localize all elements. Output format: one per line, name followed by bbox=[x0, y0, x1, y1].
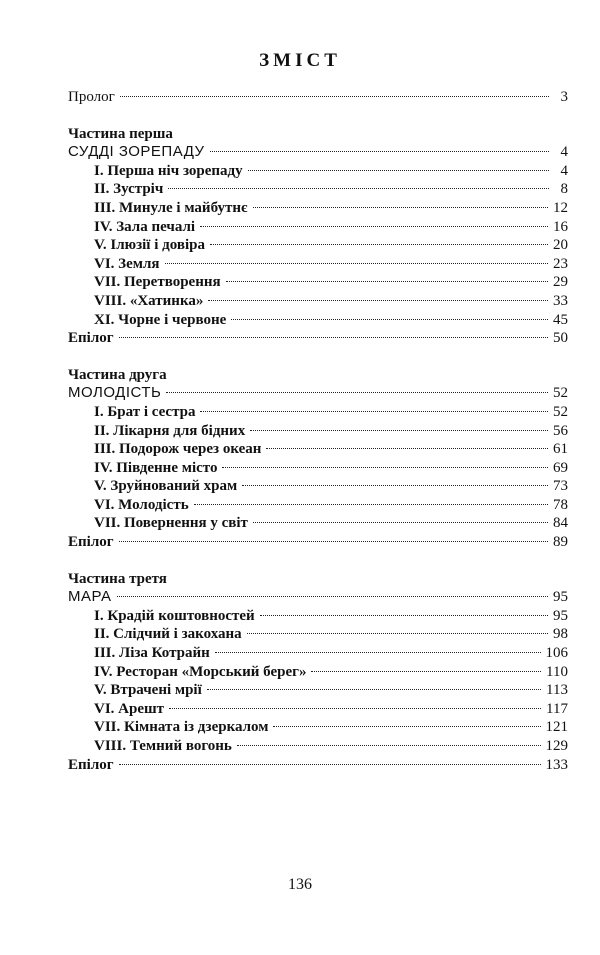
entry-label: МОЛОДІСТЬ bbox=[68, 384, 162, 402]
entry-page: 8 bbox=[560, 181, 568, 198]
part-heading: Частина перша bbox=[68, 125, 173, 142]
entry-label: І. Крадій коштовностей bbox=[94, 607, 255, 624]
dot-leader bbox=[119, 541, 548, 542]
entry-label: Епілог bbox=[68, 330, 114, 347]
dot-leader bbox=[165, 263, 549, 264]
entry-label: XI. Чорне і червоне bbox=[94, 311, 227, 328]
dot-leader bbox=[215, 652, 541, 653]
page-number: 136 bbox=[288, 876, 312, 893]
chapter-entry bbox=[68, 273, 568, 292]
entry-label: VIII. Темний вогонь bbox=[94, 738, 232, 754]
entry-label: ІІ. Слідчий і закохана bbox=[94, 626, 242, 643]
entry-page: 117 bbox=[546, 700, 568, 717]
chapter-entry bbox=[68, 292, 568, 311]
chapter-entry bbox=[68, 737, 568, 756]
entry-page: 52 bbox=[553, 403, 568, 420]
entry-page: 110 bbox=[546, 663, 568, 680]
chapter-entry bbox=[68, 459, 568, 478]
dot-leader bbox=[119, 764, 541, 765]
dot-leader bbox=[242, 485, 548, 486]
dot-leader bbox=[207, 689, 541, 690]
entry-page: 95 bbox=[553, 607, 568, 624]
entry-page: 69 bbox=[553, 459, 568, 476]
entry-page: 16 bbox=[553, 218, 568, 235]
entry-page: 84 bbox=[553, 515, 568, 532]
dot-leader bbox=[117, 596, 548, 597]
entry-label: ІІІ. Подорож через океан bbox=[94, 441, 262, 458]
entry-page: 12 bbox=[553, 199, 568, 216]
entry-page: 133 bbox=[545, 756, 568, 773]
toc-entry-prologue bbox=[68, 88, 568, 107]
chapter-entry bbox=[68, 607, 568, 626]
entry-label: VII. Перетворення bbox=[94, 274, 221, 291]
chapter-entry bbox=[68, 403, 568, 422]
chapter-entry bbox=[68, 162, 568, 181]
chapter-entry bbox=[68, 311, 568, 330]
entry-label: ІІ. Лікарня для бідних bbox=[94, 422, 246, 439]
entry-page: 78 bbox=[553, 496, 568, 513]
chapter-entry bbox=[68, 644, 568, 663]
dot-leader bbox=[169, 708, 541, 709]
chapter-entry bbox=[68, 180, 568, 199]
chapter-entry bbox=[68, 718, 568, 737]
entry-page: 95 bbox=[553, 589, 568, 606]
entry-label: VI. Земля bbox=[94, 255, 160, 272]
chapter-entry bbox=[68, 681, 568, 700]
chapter-entry bbox=[68, 625, 568, 644]
chapter-entry bbox=[68, 440, 568, 459]
entry-label: Епілог bbox=[68, 756, 114, 773]
entry-page: 23 bbox=[553, 255, 568, 272]
dot-leader bbox=[210, 151, 549, 152]
entry-page: 98 bbox=[553, 626, 568, 643]
entry-page: 121 bbox=[545, 719, 568, 736]
entry-label: VII. Кімната із дзеркалом bbox=[94, 719, 269, 736]
entry-label: ІІ. Зустріч bbox=[94, 181, 164, 198]
entry-label: VIII. «Хатинка» bbox=[94, 292, 204, 309]
chapter-entry bbox=[68, 255, 568, 274]
parts-list bbox=[68, 125, 568, 775]
entry-label: IV. Південне місто bbox=[94, 459, 218, 476]
entry-label: І. Брат і сестра bbox=[94, 403, 196, 420]
entry-page: 56 bbox=[553, 422, 568, 439]
dot-leader bbox=[120, 96, 549, 97]
entry-page: 113 bbox=[546, 682, 568, 699]
entry-label: VII. Повернення у світ bbox=[94, 515, 248, 532]
entry-label: Пролог bbox=[68, 89, 115, 105]
dot-leader bbox=[253, 207, 548, 208]
dot-leader bbox=[210, 244, 548, 245]
epilog-entry bbox=[68, 329, 568, 348]
dot-leader bbox=[311, 671, 541, 672]
chapter-entry bbox=[68, 199, 568, 218]
entry-page: 4 bbox=[560, 144, 568, 161]
entry-page: 33 bbox=[553, 292, 568, 309]
epilog-entry bbox=[68, 756, 568, 775]
entry-page: 29 bbox=[553, 274, 568, 291]
entry-label: МАРА bbox=[68, 588, 112, 606]
entry-label: Епілог bbox=[68, 534, 114, 551]
entry-label: V. Зруйнований храм bbox=[94, 478, 238, 495]
dot-leader bbox=[253, 522, 548, 523]
part-heading: Частина третя bbox=[68, 570, 167, 587]
dot-leader bbox=[250, 430, 548, 431]
dot-leader bbox=[266, 448, 548, 449]
table-of-contents bbox=[68, 88, 568, 774]
dot-leader bbox=[119, 337, 548, 338]
chapter-entry bbox=[68, 496, 568, 515]
chapter-entry bbox=[68, 422, 568, 441]
entry-page: 61 bbox=[553, 441, 568, 458]
dot-leader bbox=[222, 467, 548, 468]
entry-label: ІІІ. Ліза Котрайн bbox=[94, 645, 210, 662]
chapter-entry bbox=[68, 700, 568, 719]
entry-page: 45 bbox=[553, 311, 568, 328]
part-title-entry bbox=[68, 143, 568, 162]
epilog-entry bbox=[68, 533, 568, 552]
entry-page: 129 bbox=[545, 738, 568, 754]
page-title: ЗМІСТ bbox=[259, 50, 341, 71]
entry-label: V. Втрачені мрії bbox=[94, 682, 202, 699]
entry-label: IV. Зала печалі bbox=[94, 218, 196, 235]
entry-label: VI. Арешт bbox=[94, 700, 165, 717]
entry-page: 3 bbox=[560, 89, 568, 105]
entry-page: 4 bbox=[560, 162, 568, 179]
entry-page: 73 bbox=[553, 478, 568, 495]
dot-leader bbox=[247, 633, 548, 634]
entry-label: І. Перша ніч зорепаду bbox=[94, 162, 243, 179]
entry-label: VI. Молодість bbox=[94, 496, 189, 513]
part-title-entry bbox=[68, 384, 568, 403]
dot-leader bbox=[208, 300, 548, 301]
dot-leader bbox=[194, 504, 548, 505]
dot-leader bbox=[231, 319, 548, 320]
entry-label: V. Ілюзії і довіра bbox=[94, 237, 205, 254]
dot-leader bbox=[273, 726, 540, 727]
entry-page: 52 bbox=[553, 385, 568, 402]
entry-page: 89 bbox=[553, 534, 568, 551]
entry-label: ІІІ. Минуле і майбутнє bbox=[94, 199, 248, 216]
dot-leader bbox=[200, 226, 548, 227]
chapter-entry bbox=[68, 236, 568, 255]
part-heading: Частина друга bbox=[68, 366, 167, 383]
chapter-entry bbox=[68, 514, 568, 533]
chapter-entry bbox=[68, 477, 568, 496]
entry-label: IV. Ресторан «Морський берег» bbox=[94, 663, 307, 680]
chapter-entry bbox=[68, 218, 568, 237]
entry-page: 106 bbox=[545, 645, 568, 662]
dot-leader bbox=[248, 170, 549, 171]
dot-leader bbox=[237, 745, 541, 746]
entry-page: 50 bbox=[553, 330, 568, 347]
chapter-entry bbox=[68, 663, 568, 682]
entry-page: 20 bbox=[553, 237, 568, 254]
dot-leader bbox=[260, 615, 548, 616]
dot-leader bbox=[166, 392, 548, 393]
dot-leader bbox=[226, 281, 548, 282]
part-title-entry bbox=[68, 588, 568, 607]
dot-leader bbox=[168, 188, 549, 189]
dot-leader bbox=[200, 411, 548, 412]
entry-label: СУДДІ ЗОРЕПАДУ bbox=[68, 143, 205, 161]
